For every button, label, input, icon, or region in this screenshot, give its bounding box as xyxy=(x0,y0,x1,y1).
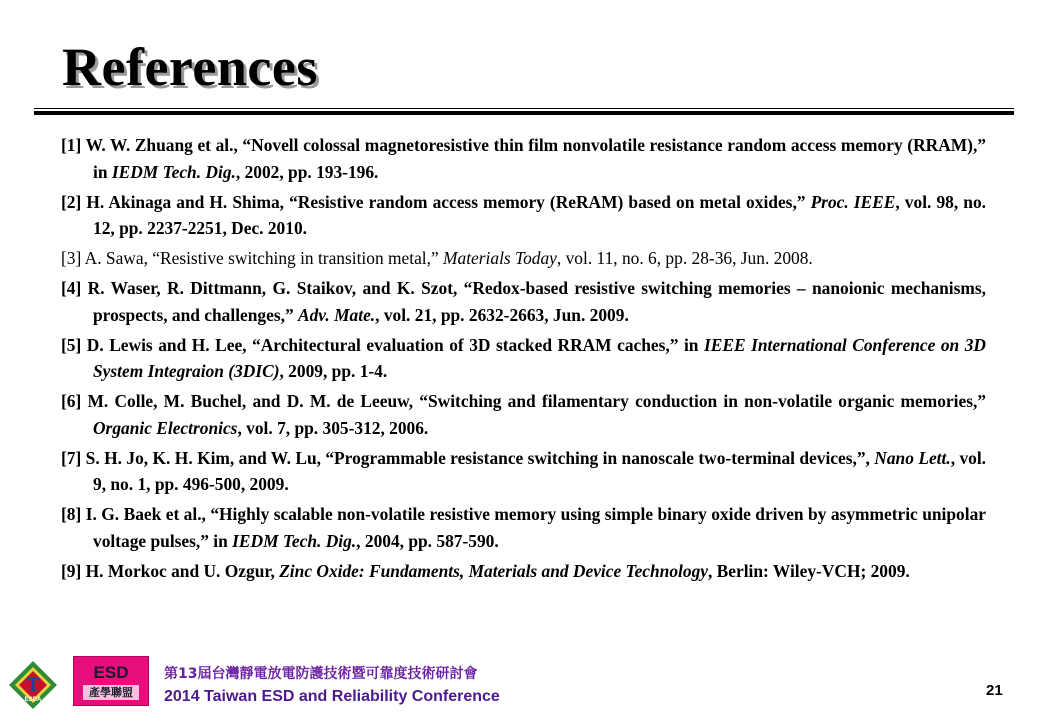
conference-name-en: 2014 Taiwan ESD and Reliability Conference xyxy=(164,688,500,705)
esda-logo-icon xyxy=(8,660,58,710)
reference-item: [8] I. G. Baek et al., “Highly scalable non-volatile resistive memory using simple binary oxide driven by asymmetric unipolar voltage pulses,” in IEDM Tech. Dig., 2004, pp. 587-590. xyxy=(61,504,986,551)
reference-list xyxy=(61,132,986,588)
esda-logo xyxy=(8,660,58,710)
reference-item: [3] A. Sawa, “Resistive switching in transition metal,” Materials Today, vol. 11, no. 6, pp. 28-36, Jun. 2008. xyxy=(61,248,813,268)
esd-sub-label: 產學聯盟 xyxy=(83,685,139,700)
reference-item: [6] M. Colle, M. Buchel, and D. M. de Leeuw, “Switching and filamentary conduction in non-volatile organic memories,” Organic Electronics, vol. 7, pp. 305-312, 2006. xyxy=(61,391,986,438)
svg-text:T: T xyxy=(26,674,40,696)
slide-title: References xyxy=(62,37,318,97)
reference-item: [2] H. Akinaga and H. Shima, “Resistive random access memory (ReRAM) based on metal oxides,” Proc. IEEE, vol. 98, no. 12, pp. 2237-2251, Dec. 2010. xyxy=(61,191,986,238)
svg-text:ESDA: ESDA xyxy=(24,697,42,703)
reference-item: [1] W. W. Zhuang et al., “Novell colossal magnetoresistive thin film nonvolatile resistance random access memory (RRAM),” in IEDM Tech. Dig., 2002, pp. 193-196. xyxy=(61,135,986,182)
reference-item: [7] S. H. Jo, K. H. Kim, and W. Lu, “Programmable resistance switching in nanoscale two-terminal devices,”, Nano Lett., vol. 9, no. 1, pp. 496-500, 2009. xyxy=(61,447,987,494)
conference-name-zh: 第13屆台灣靜電放電防護技術暨可靠度技術研討會 xyxy=(164,666,478,682)
esd-alliance-logo xyxy=(73,656,149,706)
reference-item: [4] R. Waser, R. Dittmann, G. Staikov, and K. Szot, “Redox-based resistive switching memories – nanoionic mechanisms, prospects, and challenges,” Adv. Mate., vol. 21, pp. 2632-2663, Jun. 2009. xyxy=(61,278,986,325)
reference-item: [9] H. Morkoc and U. Ozgur, Zinc Oxide: Fundaments, Materials and Device Technology, Berlin: Wiley-VCH; 2009. xyxy=(61,560,910,581)
esd-label: ESD xyxy=(93,662,129,682)
reference-item: [5] D. Lewis and H. Lee, “Architectural evaluation of 3D stacked RRAM caches,” in IEEE International Conference on 3D System Integraion (3DIC), 2009, pp. 1-4. xyxy=(61,334,986,381)
title-divider xyxy=(34,108,1014,116)
page-number: 21 xyxy=(986,682,1003,699)
